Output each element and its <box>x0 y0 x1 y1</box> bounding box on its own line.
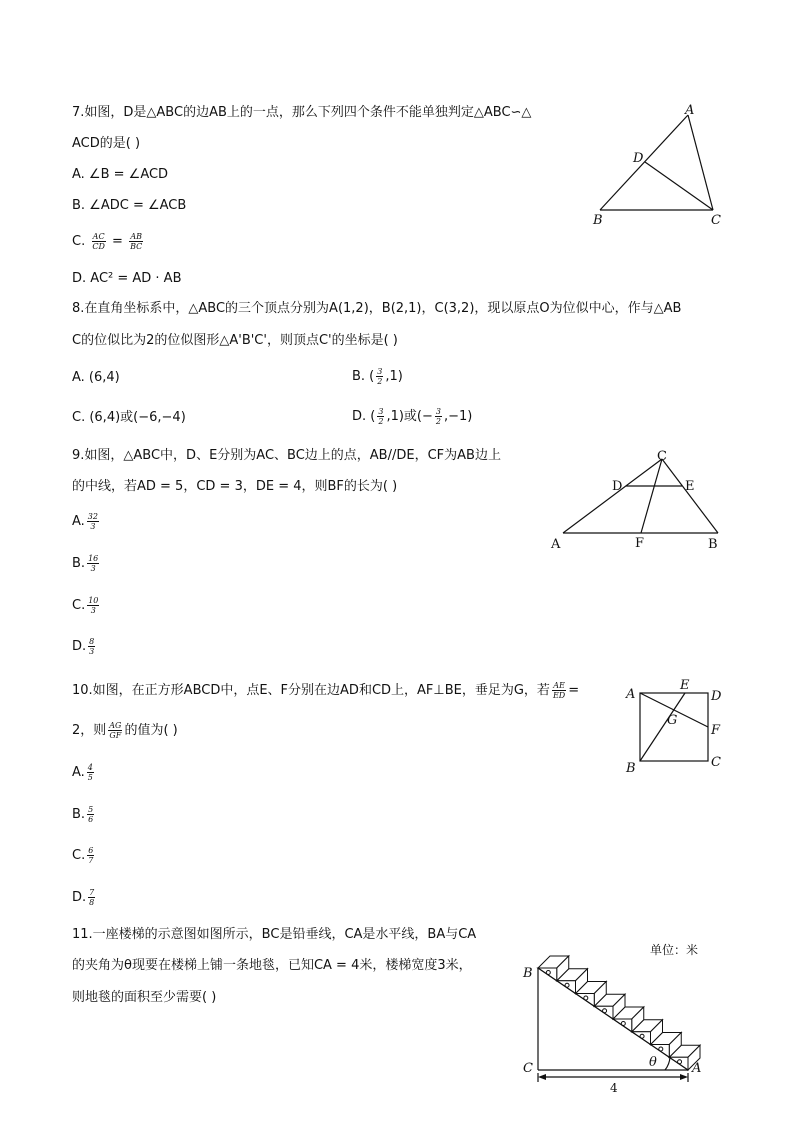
q11-segment-ba <box>538 968 688 1070</box>
q7-label-c: C <box>711 213 721 228</box>
q10-stem-eq: = <box>568 683 580 698</box>
q10-option-b <box>72 801 96 829</box>
q9-label-d: D <box>612 479 623 494</box>
q10-stem2-num: AG <box>109 721 122 730</box>
q11-staircase-figure <box>515 920 730 1095</box>
q10-label-d: D <box>711 689 722 704</box>
q7-option-a: A. ∠B = ∠ACD <box>72 167 169 182</box>
q7-option-c-prefix: C. <box>72 234 86 249</box>
q7-stem-line2: ACD的是( ) <box>72 136 141 151</box>
q7-side-ab <box>600 115 688 210</box>
q10-label-b: B <box>626 761 636 776</box>
q8-stem-line2: C的位似比为2的位似图形△A'B'C'，则顶点C'的坐标是( ) <box>72 333 398 348</box>
q10-a-den: 5 <box>87 773 93 782</box>
q11-stem-line3: 则地毯的面积至少需要( ) <box>72 990 217 1005</box>
q8-option-c: C. (6,4)或(−6,−4) <box>72 410 186 425</box>
q8-b-frac <box>376 367 383 386</box>
q11-label-b: B <box>523 966 533 981</box>
q7-option-c-frac1 <box>91 232 106 251</box>
q11-stairs <box>538 956 700 1070</box>
q10-d-frac <box>88 888 95 907</box>
q10-stem-num: AE <box>553 681 565 690</box>
q8-d-prefix: D. ( <box>352 409 376 424</box>
q9-a-den: 3 <box>90 522 96 531</box>
q10-stem2-suffix: 的值为( ) <box>124 723 178 738</box>
q10-label-c: C <box>711 755 721 770</box>
q10-stem-den: ED <box>552 691 566 700</box>
q8-d-suffix: ,−1) <box>444 409 473 424</box>
q10-d-num: 7 <box>89 888 95 897</box>
q9-a-num: 32 <box>87 512 98 521</box>
q8-d-den2: 2 <box>435 417 441 426</box>
q9-stem-line1: 9.如图，△ABC中，D、E分别为AC、BC边上的点，AB//DE，CF为AB边上 <box>72 448 501 463</box>
q9-a-frac <box>87 512 99 531</box>
q7-option-c-frac2 <box>129 232 143 251</box>
q7-option-c-eq: = <box>112 234 123 249</box>
q9-c-prefix: C. <box>72 598 86 613</box>
q8-b-suffix: ,1) <box>385 369 403 384</box>
q9-b-prefix: B. <box>72 556 86 571</box>
q10-option-a <box>72 759 96 787</box>
q10-b-num: 5 <box>88 805 94 814</box>
q10-c-den: 7 <box>88 856 94 865</box>
q9-option-b <box>72 550 101 578</box>
q7-c-num1: AC <box>92 232 105 241</box>
q10-stem2-den: GF <box>109 731 122 740</box>
q11-unit-label: 单位：米 <box>650 943 699 957</box>
q11-label-a: A <box>692 1061 702 1076</box>
q8-d-frac2 <box>435 407 442 426</box>
q11-angle-arc <box>665 1057 670 1070</box>
q9-label-c: C <box>657 449 667 464</box>
q11-dim-arrow-right <box>680 1074 688 1080</box>
q8-b-num: 3 <box>377 367 383 376</box>
q10-a-num: 4 <box>87 763 93 772</box>
q9-side-cb <box>662 459 718 533</box>
q8-option-b <box>352 364 403 390</box>
q10-segment-be <box>640 693 685 761</box>
q9-triangle-figure <box>545 445 730 553</box>
q8-d-num2: 3 <box>435 407 441 416</box>
q9-c-den: 3 <box>90 606 96 615</box>
q7-option-d: D. AC² = AD · AB <box>72 271 182 286</box>
q9-option-d <box>72 633 97 661</box>
q11-label-theta: θ <box>649 1055 657 1070</box>
q10-c-num: 6 <box>88 846 94 855</box>
q9-label-f: F <box>635 536 645 551</box>
q9-d-num: 8 <box>89 637 95 646</box>
q9-d-den: 3 <box>89 647 95 656</box>
q9-d-prefix: D. <box>72 639 87 654</box>
q9-a-prefix: A. <box>72 514 85 529</box>
q9-stem-line2: 的中线，若AD = 5，CD = 3，DE = 4，则BF的长为( ) <box>72 479 398 494</box>
q9-b-frac <box>87 554 99 573</box>
q8-b-prefix: B. ( <box>352 369 375 384</box>
q7-label-b: B <box>593 213 603 228</box>
q10-stem-line1 <box>72 678 579 704</box>
q7-label-d: D <box>633 151 644 166</box>
q7-c-num2: AB <box>130 232 142 241</box>
q9-label-a: A <box>551 537 561 552</box>
q8-d-mid: ,1)或(− <box>386 409 433 424</box>
q9-option-a <box>72 508 101 536</box>
q8-d-den1: 2 <box>378 417 384 426</box>
q9-median-cf <box>641 459 662 533</box>
q9-d-frac <box>88 637 95 656</box>
q10-label-f: F <box>711 723 721 738</box>
q10-a-frac <box>87 763 94 782</box>
q9-b-den: 3 <box>90 564 96 573</box>
q8-d-frac1 <box>377 407 384 426</box>
q7-label-a: A <box>685 103 695 118</box>
q10-b-prefix: B. <box>72 807 86 822</box>
q8-b-den: 2 <box>377 377 383 386</box>
q10-stem-text: 10.如图，在正方形ABCD中，点E、F分别在边AD和CD上，AF⊥BE，垂足为G，若 <box>72 683 550 698</box>
q7-option-c <box>72 229 145 255</box>
q10-b-frac <box>87 805 94 824</box>
q10-d-prefix: D. <box>72 890 87 905</box>
q11-label-c: C <box>523 1061 533 1076</box>
q10-c-prefix: C. <box>72 848 86 863</box>
q10-label-a: A <box>626 687 636 702</box>
q10-label-e: E <box>680 678 690 693</box>
q9-label-e: E <box>685 479 695 494</box>
q10-option-d <box>72 884 97 912</box>
q10-c-frac <box>87 846 94 865</box>
q9-side-ca <box>563 459 662 533</box>
q9-b-num: 16 <box>88 554 99 563</box>
q7-stem-line1: 7.如图，D是△ABC的边AB上的一点，那么下列四个条件不能单独判定△ABC∽△ <box>72 105 532 120</box>
q10-stem-line2 <box>72 718 178 744</box>
q10-stem2-frac <box>108 721 122 740</box>
q11-stem-line1: 11.一座楼梯的示意图如图所示，BC是铅垂线，CA是水平线，BA与CA <box>72 927 477 942</box>
q8-stem-line1: 8.在直角坐标系中，△ABC的三个顶点分别为A(1,2)，B(2,1)，C(3,2)，现以原点O为位似中心，作与△AB <box>72 301 682 316</box>
q10-d-den: 8 <box>89 898 95 907</box>
q10-b-den: 6 <box>88 815 94 824</box>
q7-c-den2: BC <box>130 242 143 251</box>
q7-option-b: B. ∠ADC = ∠ACB <box>72 198 187 213</box>
q10-a-prefix: A. <box>72 765 85 780</box>
q8-option-a: A. (6,4) <box>72 370 120 385</box>
q11-length-label: 4 <box>610 1081 618 1095</box>
q9-c-frac <box>87 596 99 615</box>
q11-dim-arrow-left <box>538 1074 546 1080</box>
q9-label-b: B <box>708 537 718 552</box>
q10-stem2-prefix: 2，则 <box>72 723 107 738</box>
q10-label-g: G <box>667 713 678 728</box>
q9-option-c <box>72 592 101 620</box>
q10-square-figure <box>620 676 730 776</box>
q7-triangle-figure <box>585 100 725 230</box>
q8-d-num1: 3 <box>378 407 384 416</box>
q9-c-num: 10 <box>88 596 99 605</box>
q11-stem-line2: 的夹角为θ现要在楼梯上铺一条地毯，已知CA = 4米，楼梯宽度3米， <box>72 958 472 973</box>
q7-c-den1: CD <box>92 242 105 251</box>
q10-stem-frac <box>552 681 566 700</box>
q8-option-d <box>352 404 472 430</box>
q7-side-ac <box>688 115 713 210</box>
q10-option-c <box>72 842 96 870</box>
